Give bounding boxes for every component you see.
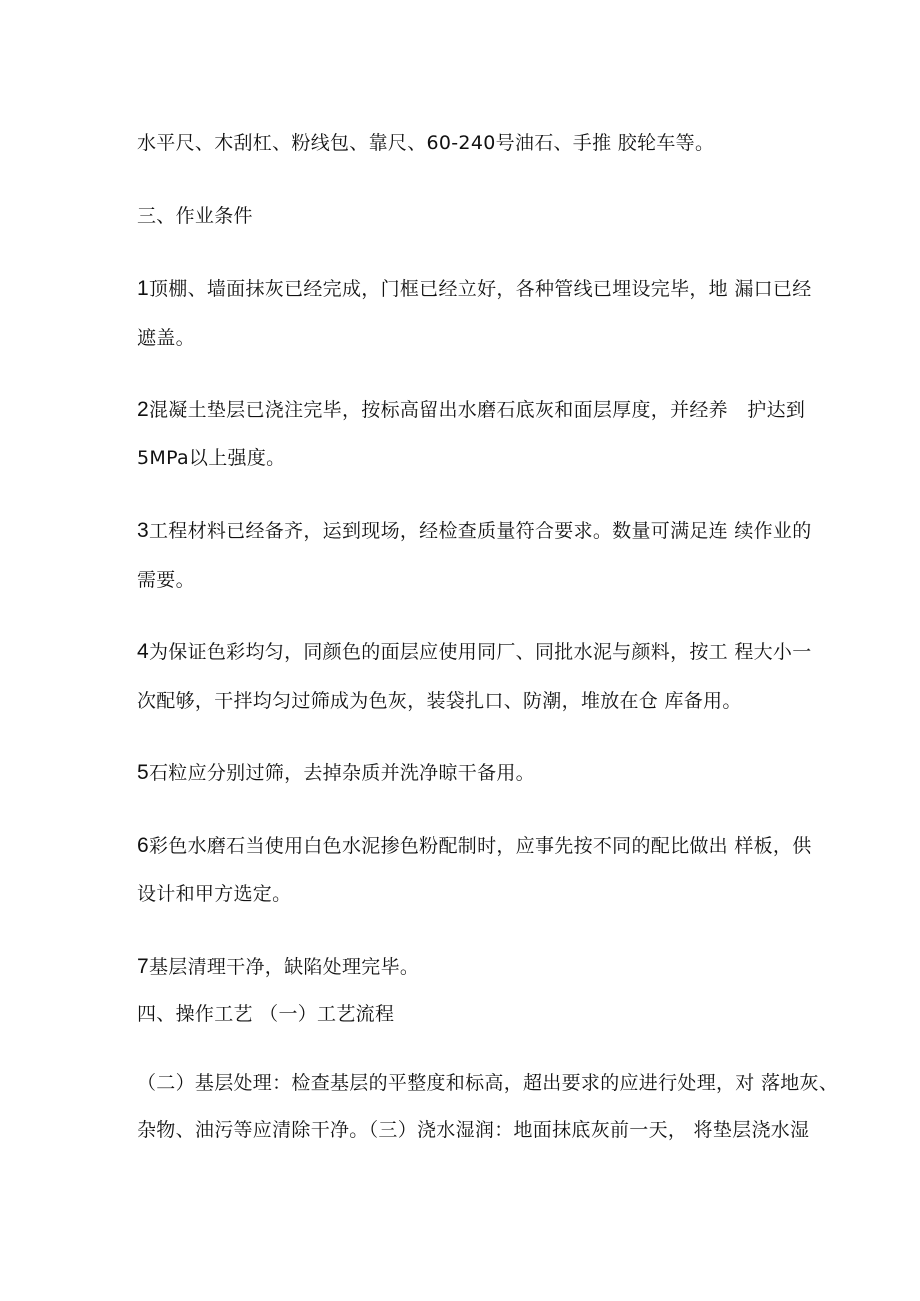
condition-4-line-1 — [137, 640, 812, 664]
condition-4-text: 为保证色彩均匀，同颜色的面层应使用同厂、同批水泥与颜料，按工 程大小一 — [148, 641, 812, 663]
section-4-heading: 四、操作工艺 （一）工艺流程 — [137, 1003, 395, 1025]
condition-5-text: 石粒应分别过筛，去掉杂质并洗净晾干备用。 — [148, 762, 535, 784]
condition-6-text: 彩色水磨石当使用白色水泥掺色粉配制时，应事先按不同的配比做出 样板，供 — [148, 835, 812, 857]
condition-6-line-1 — [137, 834, 812, 858]
condition-7-line-1 — [137, 955, 797, 979]
condition-3-number: 3 — [137, 519, 149, 542]
condition-5-line-1 — [137, 761, 797, 785]
condition-1-line-1 — [137, 277, 812, 301]
condition-1-line-2: 遮盖。 — [137, 327, 195, 349]
condition-5-number: 5 — [137, 761, 149, 784]
condition-1-text: 顶棚、墙面抹灰已经完成，门框已经立好，各种管线已埋设完毕，地 漏口已经 — [148, 278, 812, 300]
condition-1-number: 1 — [137, 277, 149, 300]
condition-4-number: 4 — [137, 640, 149, 663]
condition-2-line-1 — [137, 398, 806, 422]
condition-4-line-2: 次配够，干拌均匀过筛成为色灰，装袋扎口、防潮，堆放在仓 库备用。 — [137, 690, 742, 712]
section-3-heading: 三、作业条件 — [137, 205, 253, 227]
process-line-2: 杂物、油污等应清除干净。（三）浇水湿润：地面抹底灰前一天， 将垫层浇水湿 — [137, 1119, 810, 1141]
condition-6-number: 6 — [137, 834, 149, 857]
tools-line: 水平尺、木刮杠、粉线包、靠尺、60-240号油石、手推 胶轮车等。 — [137, 132, 715, 154]
condition-3-line-1 — [137, 519, 812, 543]
condition-2-line-2: 5MPa以上强度。 — [137, 447, 286, 469]
condition-2-text: 混凝土垫层已浇注完毕，按标高留出水磨石底灰和面层厚度，并经养 护达到 — [148, 399, 806, 421]
condition-6-line-2: 设计和甲方选定。 — [137, 883, 292, 905]
condition-7-number: 7 — [137, 955, 149, 978]
condition-2-number: 2 — [137, 398, 149, 421]
condition-7-text: 基层清理干净，缺陷处理完毕。 — [148, 956, 420, 978]
condition-3-text: 工程材料已经备齐，运到现场，经检查质量符合要求。数量可满足连 续作业的 — [148, 520, 812, 542]
process-line-1: （二）基层处理：检查基层的平整度和标高，超出要求的应进行处理，对 落地灰、 — [137, 1072, 839, 1094]
condition-3-line-2: 需要。 — [137, 569, 195, 591]
